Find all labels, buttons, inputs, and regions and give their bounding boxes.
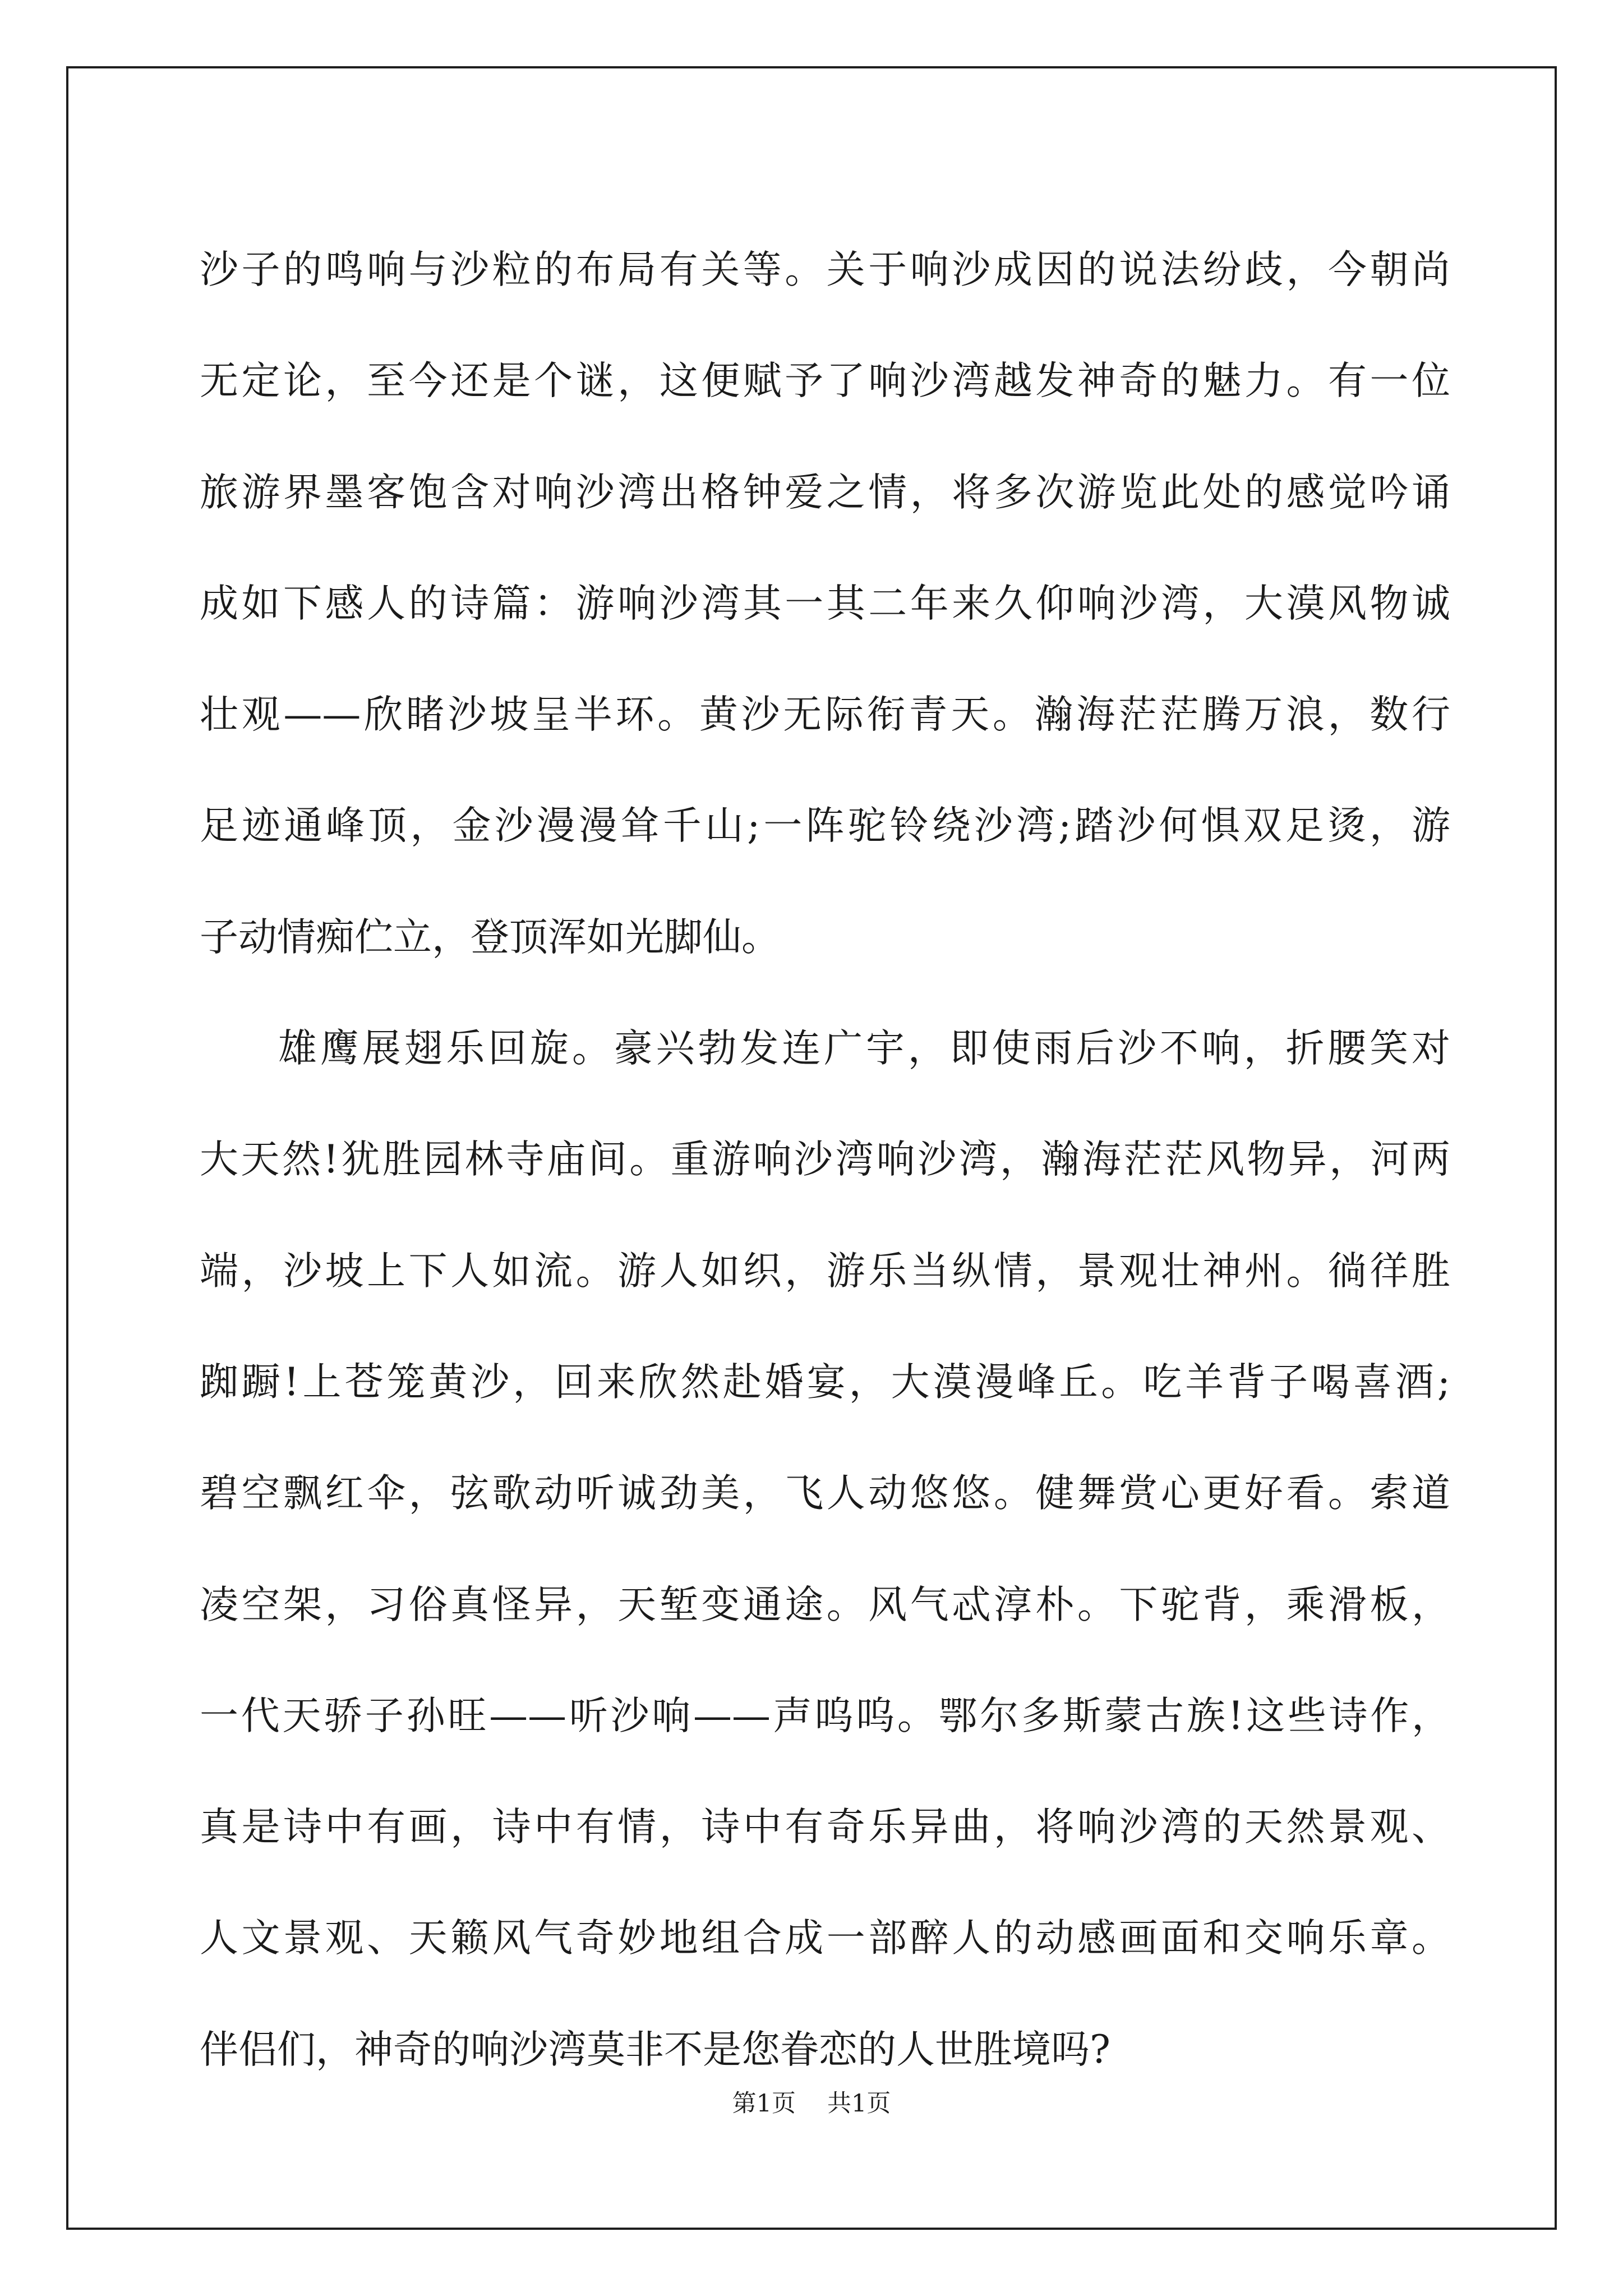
- document-body: [200, 214, 1450, 2105]
- text-line: 沙子的鸣响与沙粒的布局有关等。关于响沙成因的说法纷歧，今朝尚: [200, 247, 1450, 292]
- text-line: 踟蹰!上苍笼黄沙，回来欣然赴婚宴，大漠漫峰丘。吃羊背子喝喜酒;: [200, 1359, 1450, 1405]
- text-line: 凌空架，习俗真怪异，天堑变通途。风气忒淳朴。下驼背，乘滑板，: [200, 1582, 1450, 1627]
- text-line: 子动情痴伫立，登顶浑如光脚仙。: [200, 914, 780, 960]
- paragraph-1: [200, 214, 1450, 993]
- text-line: 伴侣们，神奇的响沙湾莫非不是您眷恋的人世胜境吗?: [200, 2027, 1110, 2072]
- text-line: 足迹通峰顶，金沙漫漫耸千山;一阵驼铃绕沙湾;踏沙何惧双足烫，游: [200, 803, 1450, 849]
- text-line: 无定论，至今还是个谜，这便赋予了响沙湾越发神奇的魅力。有一位: [200, 358, 1450, 404]
- text-line: 端，沙坡上下人如流。游人如织，游乐当纵情，景观壮神州。徜徉胜: [200, 1248, 1450, 1294]
- text-line: 雄鹰展翅乐回旋。豪兴勃发连广宇，即使雨后沙不响，折腰笑对: [278, 1026, 1450, 1071]
- page-total: 共1页: [827, 2090, 891, 2118]
- text-line: 壮观——欣睹沙坡呈半环。黄沙无际衔青天。瀚海茫茫腾万浪，数行: [200, 692, 1450, 738]
- text-line: 大天然!犹胜园林寺庙间。重游响沙湾响沙湾，瀚海茫茫风物异，河两: [200, 1137, 1450, 1182]
- text-line: 真是诗中有画，诗中有情，诗中有奇乐异曲，将响沙湾的天然景观、: [200, 1805, 1450, 1850]
- text-line: 旅游界墨客饱含对响沙湾出格钟爱之情，将多次游览此处的感觉吟诵: [200, 470, 1450, 515]
- text-line: 一代天骄子孙旺——听沙响——声呜呜。鄂尔多斯蒙古族!这些诗作，: [200, 1693, 1450, 1738]
- text-line: 成如下感人的诗篇：游响沙湾其一其二年来久仰响沙湾，大漠风物诚: [200, 581, 1450, 626]
- paragraph-2: [200, 993, 1450, 2105]
- page-number: 第1页: [732, 2090, 796, 2118]
- text-line: 人文景观、天籁风气奇妙地组合成一部醉人的动感画面和交响乐章。: [200, 1916, 1450, 1961]
- text-line: 碧空飘红伞，弦歌动听诚劲美，飞人动悠悠。健舞赏心更好看。索道: [200, 1471, 1450, 1516]
- page-footer: [0, 2087, 1623, 2120]
